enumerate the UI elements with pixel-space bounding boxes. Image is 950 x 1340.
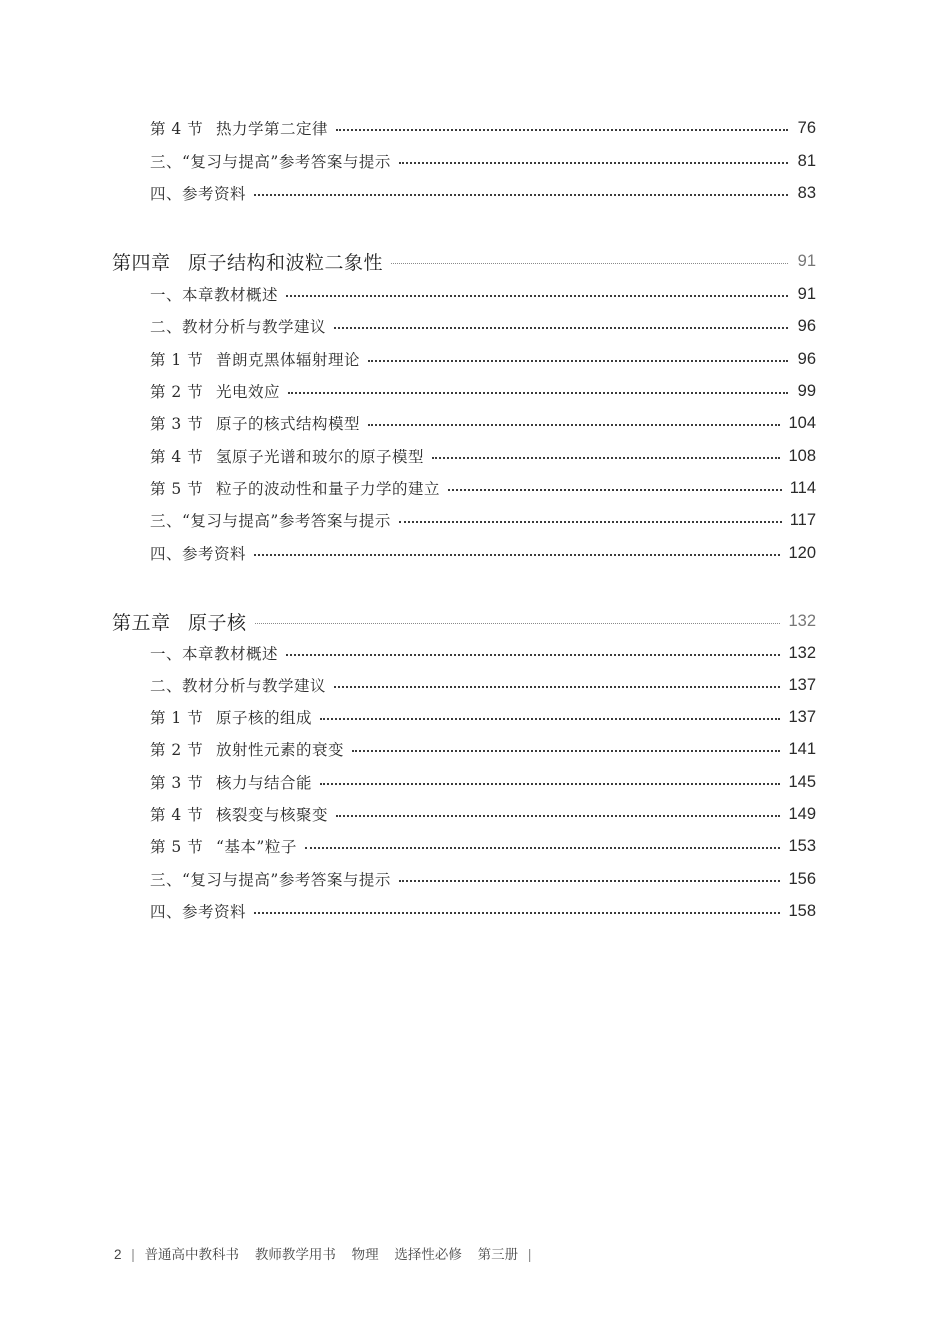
toc-entry-label <box>150 150 399 172</box>
chapter-label <box>112 608 255 635</box>
dot-leader <box>288 392 788 394</box>
section-number: 第 5 节 <box>150 838 204 856</box>
section-number: 第 4 节 <box>150 448 204 466</box>
section-title: 四、参考资料 <box>150 185 247 203</box>
toc-entry[interactable] <box>150 443 816 469</box>
section-title: 普朗克黑体辐射理论 <box>216 351 361 369</box>
section-number: 第 3 节 <box>150 415 204 433</box>
page-number: 137 <box>788 707 816 726</box>
toc-entry[interactable] <box>150 281 816 307</box>
toc-entry-label <box>150 117 336 139</box>
toc-entry[interactable] <box>150 475 816 501</box>
toc-entry[interactable] <box>150 148 816 174</box>
toc-entry[interactable] <box>150 801 816 827</box>
section-number: 第 5 节 <box>150 480 204 498</box>
footer-page-number: 2 <box>114 1247 122 1262</box>
section-number: 第 1 节 <box>150 351 204 369</box>
toc-entry[interactable] <box>150 115 816 141</box>
dot-leader <box>254 194 788 196</box>
toc-entry[interactable] <box>150 672 816 698</box>
page-number: 96 <box>797 316 816 335</box>
dot-leader <box>336 815 780 817</box>
section-title: 热力学第二定律 <box>216 120 329 138</box>
dot-leader <box>254 912 780 914</box>
dot-leader <box>286 295 788 297</box>
dot-leader <box>336 129 788 131</box>
toc-entry-label <box>150 509 399 531</box>
page-number: 99 <box>797 381 816 400</box>
toc-entry-label <box>150 182 254 204</box>
chapter-number: 第五章 <box>112 611 171 634</box>
toc-entry-label <box>150 315 334 337</box>
section-title: 四、参考资料 <box>150 545 247 563</box>
footer-divider: | <box>131 1247 135 1262</box>
dot-leader <box>391 263 788 264</box>
toc-chapter-4[interactable] <box>112 246 816 276</box>
section-title: 二、教材分析与教学建议 <box>150 677 327 695</box>
section-number: 第 1 节 <box>150 709 204 727</box>
dot-leader <box>320 718 780 720</box>
toc-entry-label <box>150 771 320 793</box>
dot-leader <box>352 750 780 752</box>
footer-divider-end: | <box>527 1247 532 1262</box>
page-footer <box>114 1243 537 1263</box>
chapter-title: 原子核 <box>188 611 247 634</box>
toc-entry-label <box>150 674 334 696</box>
toc-entry[interactable] <box>150 346 816 372</box>
section-title: 一、本章教材概述 <box>150 286 279 304</box>
dot-leader <box>368 360 788 362</box>
section-number: 第 4 节 <box>150 120 204 138</box>
page-number: 91 <box>797 284 816 303</box>
page-number: 156 <box>788 869 816 888</box>
dot-leader <box>320 783 780 785</box>
section-title: 一、本章教材概述 <box>150 645 279 663</box>
footer-series: 普通高中教科书 <box>144 1247 240 1262</box>
toc-chapter-5[interactable] <box>112 606 816 636</box>
dot-leader <box>432 457 780 459</box>
footer-volume: 第三册 <box>477 1247 519 1262</box>
chapter-title: 原子结构和波粒二象性 <box>188 251 384 274</box>
toc-entry-label <box>150 738 352 760</box>
section-number: 第 3 节 <box>150 774 204 792</box>
toc-entry-label <box>150 348 368 370</box>
footer-module: 选择性必修 <box>394 1247 462 1262</box>
dot-leader <box>255 623 781 624</box>
page-number: 145 <box>788 772 816 791</box>
page-number: 81 <box>797 151 816 170</box>
toc-entry[interactable] <box>150 736 816 762</box>
page-number: 91 <box>797 251 816 270</box>
section-title: 氢原子光谱和玻尔的原子模型 <box>216 448 425 466</box>
dot-leader <box>254 554 780 556</box>
toc-entry[interactable] <box>150 833 816 859</box>
page-number: 120 <box>788 543 816 562</box>
toc-entry[interactable] <box>150 540 816 566</box>
toc-entry-label <box>150 542 254 564</box>
page-number: 108 <box>788 446 816 465</box>
dot-leader <box>368 424 780 426</box>
dot-leader <box>399 162 788 164</box>
toc-entry-label <box>150 380 288 402</box>
page-number: 117 <box>789 510 816 529</box>
chapter-label <box>112 248 391 275</box>
footer-book-type: 教师教学用书 <box>254 1247 336 1262</box>
page-number: 104 <box>788 413 816 432</box>
page-number: 114 <box>789 478 816 497</box>
page-number: 158 <box>788 901 816 920</box>
dot-leader <box>334 327 788 329</box>
toc-entry-label <box>150 642 286 664</box>
toc-entry-label <box>150 412 368 434</box>
section-title: 三、“复习与提高”参考答案与提示 <box>150 871 391 889</box>
toc-entry-label <box>150 803 336 825</box>
toc-entry[interactable] <box>150 769 816 795</box>
section-title: 原子核的组成 <box>216 709 313 727</box>
section-title: 粒子的波动性和量子力学的建立 <box>216 480 441 498</box>
page-number: 149 <box>788 804 816 823</box>
section-title: 光电效应 <box>216 383 281 401</box>
toc-entry[interactable] <box>150 378 816 404</box>
section-title: 放射性元素的衰变 <box>216 741 345 759</box>
dot-leader <box>399 521 782 523</box>
footer-subject: 物理 <box>351 1247 379 1262</box>
section-title: 二、教材分析与教学建议 <box>150 318 327 336</box>
toc-entry-label <box>150 283 286 305</box>
page-number: 83 <box>797 183 816 202</box>
dot-leader <box>286 654 780 656</box>
toc-entry[interactable] <box>150 704 816 730</box>
section-title: 核裂变与核聚变 <box>216 806 329 824</box>
dot-leader <box>399 880 781 882</box>
page-number: 132 <box>788 611 816 630</box>
section-title: “基本”粒子 <box>216 838 297 856</box>
toc-entry[interactable] <box>150 507 816 533</box>
toc-entry[interactable] <box>150 866 816 892</box>
page-number: 96 <box>797 349 816 368</box>
toc-entry[interactable] <box>150 898 816 924</box>
toc-entry-label <box>150 706 320 728</box>
section-title: 原子的核式结构模型 <box>216 415 361 433</box>
page-number: 76 <box>797 118 816 137</box>
page-number: 153 <box>788 836 816 855</box>
section-title: 三、“复习与提高”参考答案与提示 <box>150 153 391 171</box>
dot-leader <box>334 686 780 688</box>
section-title: 三、“复习与提高”参考答案与提示 <box>150 512 391 530</box>
page-number: 141 <box>788 739 816 758</box>
toc-entry-label <box>150 900 254 922</box>
toc-entry-label <box>150 868 399 890</box>
section-number: 第 2 节 <box>150 741 204 759</box>
toc-entry[interactable] <box>150 410 816 436</box>
toc-entry-label <box>150 445 432 467</box>
toc-entry[interactable] <box>150 180 816 206</box>
section-number: 第 4 节 <box>150 806 204 824</box>
section-title: 核力与结合能 <box>216 774 313 792</box>
toc-entry-label <box>150 477 448 499</box>
toc-entry-label <box>150 835 305 857</box>
chapter-number: 第四章 <box>112 251 171 274</box>
page-number: 137 <box>788 675 816 694</box>
toc-entry[interactable] <box>150 313 816 339</box>
section-title: 四、参考资料 <box>150 903 247 921</box>
page-number: 132 <box>788 643 816 662</box>
section-number: 第 2 节 <box>150 383 204 401</box>
dot-leader <box>448 489 782 491</box>
dot-leader <box>305 847 781 849</box>
toc-entry[interactable] <box>150 640 816 666</box>
